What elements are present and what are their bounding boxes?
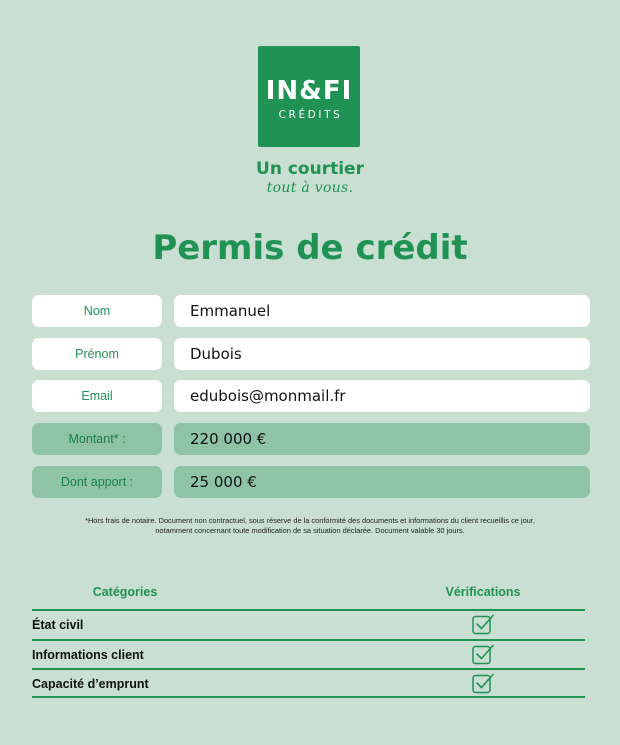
checkbox-checked-icon: [472, 673, 494, 694]
table-row: [32, 640, 585, 669]
checkbox-checked-icon: [472, 644, 494, 665]
table-row: [32, 610, 585, 639]
table-divider: [32, 696, 585, 698]
field-value-apport: 25 000 €: [174, 466, 590, 498]
field-row-montant: [32, 423, 590, 455]
field-row-apport: [32, 466, 590, 498]
disclaimer-line-2: notamment concernant toute modification de sa situation déclarée. Document valable 30 jours.: [155, 526, 465, 535]
table-header-verifications: Vérifications: [445, 585, 521, 599]
table-row: [32, 669, 585, 698]
logo-subtitle: CRÉDITS: [278, 108, 343, 121]
tagline-script: tout à vous.: [266, 180, 354, 196]
field-row-prenom: [32, 338, 590, 370]
tagline-main: Un courtier: [256, 159, 364, 179]
field-value-nom: Emmanuel: [174, 295, 590, 327]
field-label-montant: Montant* :: [32, 423, 162, 455]
field-row-email: [32, 380, 590, 412]
field-label-email: Email: [32, 380, 162, 412]
checkbox-checked-icon: [472, 614, 494, 635]
field-value-prenom: Dubois: [174, 338, 590, 370]
field-label-apport: Dont apport :: [32, 466, 162, 498]
table-header-categories: Catégories: [92, 585, 158, 599]
page-title: Permis de crédit: [152, 228, 468, 268]
row-label: Informations client: [32, 647, 144, 662]
logo-wordmark: IN&FI: [265, 75, 353, 106]
disclaimer: [30, 516, 590, 536]
row-label: État civil: [32, 617, 84, 632]
field-value-montant: 220 000 €: [174, 423, 590, 455]
tagline: [0, 159, 620, 197]
field-label-nom: Nom: [32, 295, 162, 327]
brand-logo: [258, 46, 360, 147]
field-value-email: edubois@monmail.fr: [174, 380, 590, 412]
disclaimer-line-1: *Hors frais de notaire. Document non contractuel, sous réserve de la conformité des documents et informations du client recueillis ce jour,: [85, 516, 535, 525]
field-label-prenom: Prénom: [32, 338, 162, 370]
field-row-nom: [32, 295, 590, 327]
row-label: Capacité d’emprunt: [32, 676, 149, 691]
